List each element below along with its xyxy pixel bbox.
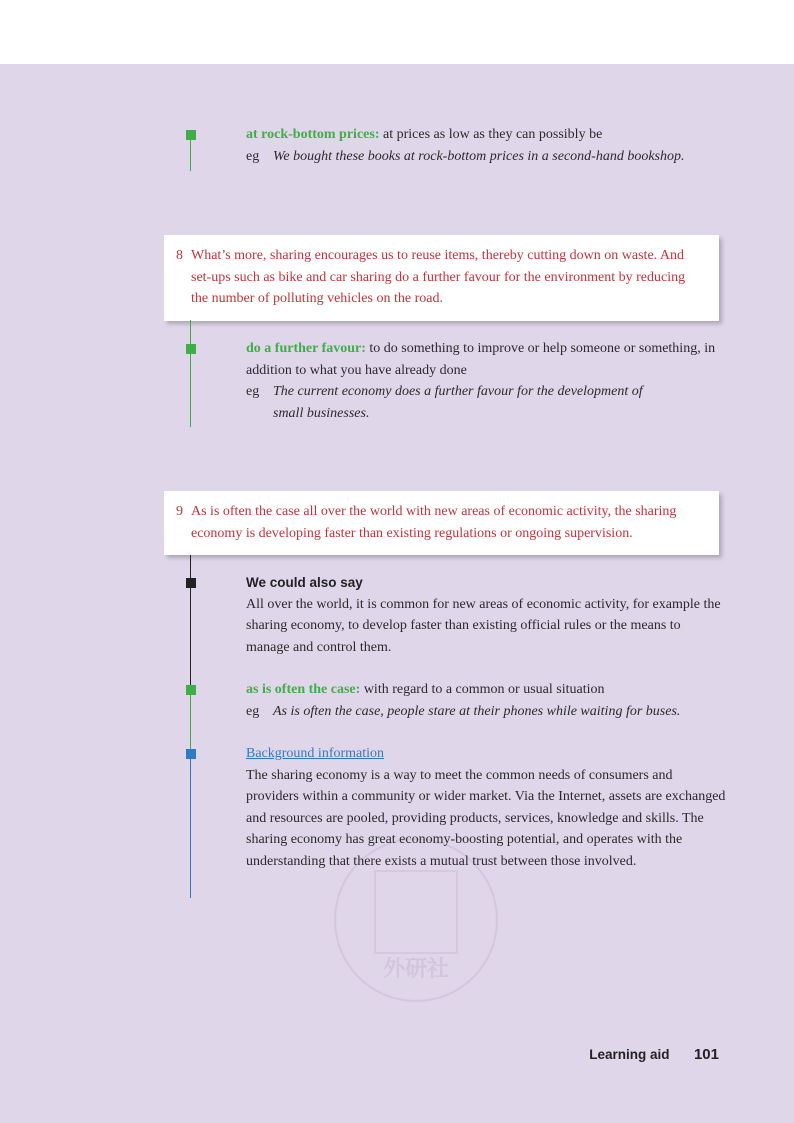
- footer-label: Learning aid: [589, 1047, 670, 1062]
- also-say-text: All over the world, it is common for new areas of economic activity, for example the sharing economy, to develop faster than existing official rules or the means to manage and control them.: [246, 596, 721, 655]
- entry-line: [190, 688, 191, 750]
- quote-text: What’s more, sharing encourages us to reuse items, thereby cutting down on waste. And set-ups such as bike and car sharing do a further favour for the environment by reducing the number of polluting vehicles on the road.: [191, 248, 686, 306]
- quote-text: As is often the case all over the world with new areas of economic activity, the sharing economy is developing faster than existing regulations or ongoing supervision.: [191, 504, 677, 541]
- background-text: The sharing economy is a way to meet the common needs of consumers and providers within a community or wider market. Via the Internet, assets are exchanged and resources are pooled, providing products, services, knowledge and skills. The sharing economy has great economy-boosting potential, and operates with the understanding that there exists a mutual trust between those involved.: [246, 767, 726, 869]
- background-section: [246, 743, 726, 872]
- quote-number: 9: [176, 504, 183, 519]
- entry-further-favour: [246, 338, 726, 424]
- eg-tag: eg: [246, 703, 260, 719]
- entry-definition-line: [246, 338, 726, 381]
- definition-text: with regard to a common or usual situation: [360, 682, 605, 697]
- term-label: at rock-bottom prices:: [246, 127, 380, 142]
- example-row: [246, 701, 726, 723]
- background-line: [190, 752, 191, 898]
- blue-square-icon: [186, 749, 196, 759]
- dark-square-icon: [186, 578, 196, 588]
- also-say-line: [190, 555, 191, 688]
- entry-rock-bottom: [246, 124, 726, 167]
- definition-text: to do something to improve or help someone or something, in addition to what you have already done: [246, 341, 716, 378]
- quote-box-8: [164, 235, 719, 321]
- entry-definition-line: [246, 124, 726, 146]
- term-label: do a further favour:: [246, 341, 366, 356]
- example-row: [246, 146, 726, 168]
- background-heading: Background information: [246, 746, 385, 761]
- eg-tag: eg: [246, 384, 260, 399]
- entry-line: [190, 320, 191, 427]
- page-footer: [589, 1046, 719, 1064]
- quote-number: 8: [176, 248, 183, 263]
- example-text: The current economy does a further favour for the development of small businesses.: [273, 384, 643, 421]
- term-label: as is often the case:: [246, 682, 361, 697]
- also-say-heading: We could also say: [246, 575, 363, 590]
- green-square-icon: [186, 685, 196, 695]
- example-text: We bought these books at rock-bottom prices in a second-hand bookshop.: [273, 148, 685, 164]
- entry-definition-line: [246, 679, 726, 701]
- watermark-text: 外研社: [382, 957, 449, 982]
- watermark-emblem-icon: [374, 870, 458, 954]
- green-square-icon: [186, 130, 196, 140]
- eg-tag: eg: [246, 148, 260, 164]
- quote-box-9: [164, 491, 719, 555]
- example-row: [246, 381, 726, 424]
- entry-often-case: [246, 679, 726, 722]
- entry-line: [190, 135, 191, 171]
- also-say-section: [246, 572, 726, 658]
- definition-text: at prices as low as they can possibly be: [379, 127, 603, 142]
- example-text: As is often the case, people stare at their phones while waiting for buses.: [273, 703, 681, 719]
- page-number: 101: [693, 1046, 719, 1063]
- green-square-icon: [186, 344, 196, 354]
